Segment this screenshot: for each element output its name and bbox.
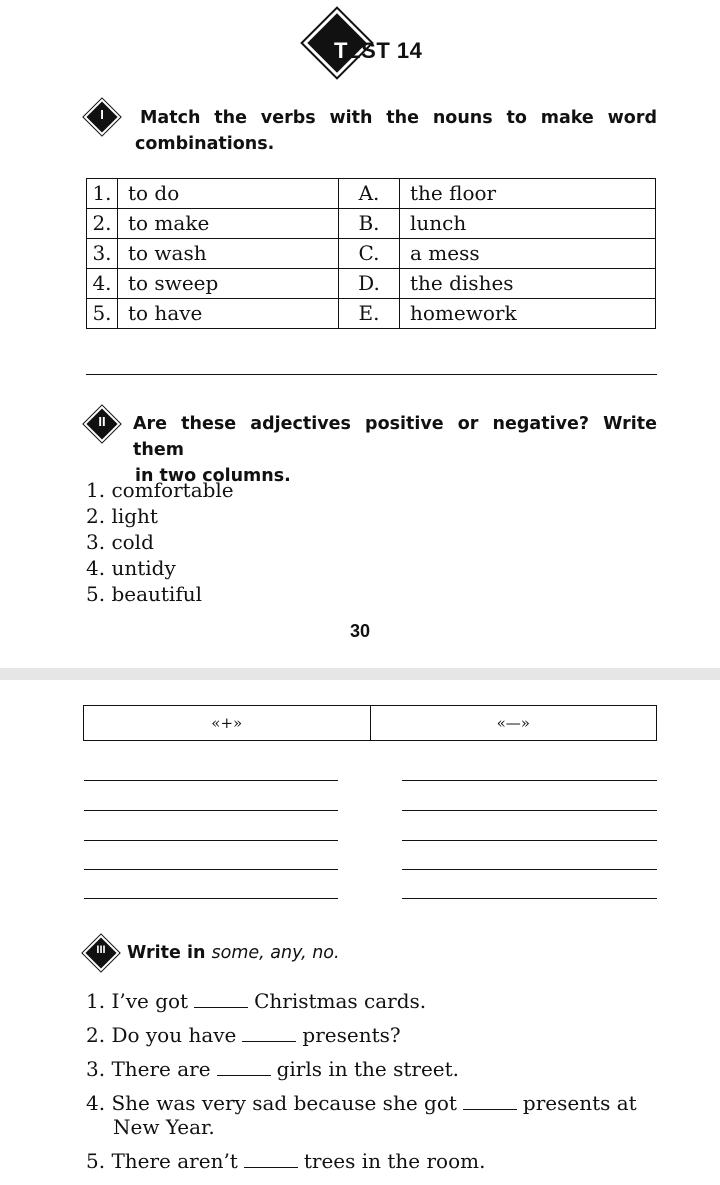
adjective-columns-table [83,705,657,741]
list-item: 5. beautiful [86,582,202,606]
table-row: 1. to do A. the floor [87,179,656,209]
answer-line[interactable] [84,810,338,811]
test-title-badge [306,14,446,78]
answer-line[interactable] [402,840,657,841]
test-title: T EST 14 [334,38,423,63]
answer-line[interactable] [402,780,657,781]
list-item: 2. Do you have presents? [86,1023,401,1047]
negative-column-header: «—» [370,706,657,741]
blank-field[interactable] [463,1093,517,1110]
table-row: 2. to make B. lunch [87,209,656,239]
answer-line[interactable] [86,374,657,375]
answer-line[interactable] [402,869,657,870]
section-3-instruction: Write in some, any, no. [127,943,340,963]
page-number: 30 [349,621,371,641]
section-2-badge: II [85,407,119,441]
answer-line[interactable] [84,898,338,899]
blank-field[interactable] [194,991,248,1008]
answer-line[interactable] [402,898,657,899]
list-item: 2. light [86,504,158,528]
list-item: 4. untidy [86,556,176,580]
answer-line[interactable] [84,780,338,781]
section-1-badge: I [85,100,119,134]
section-1-instruction: Match the verbs with the nouns to make word combinations. [135,108,657,154]
table-row: 5. to have E. homework [87,299,656,329]
matching-table [86,178,656,329]
adjective-list [86,477,234,607]
answer-line[interactable] [84,869,338,870]
positive-column-header: «+» [84,706,371,741]
answer-line[interactable] [84,840,338,841]
section-3-badge: III [84,936,118,970]
table-row: 3. to wash C. a mess [87,239,656,269]
worksheet-page-bottom [0,680,720,1185]
page-separator [0,668,720,680]
list-item: 3. cold [86,530,154,554]
blank-field[interactable] [217,1059,271,1076]
blank-field[interactable] [244,1151,298,1168]
list-item: 5. There aren’t trees in the room. [86,1149,486,1173]
list-item: 1. comfortable [86,478,234,502]
list-item: 1. I’ve got Christmas cards. [86,989,427,1013]
list-item: 3. There are girls in the street. [86,1057,460,1081]
table-row [84,706,657,741]
blank-field[interactable] [242,1025,296,1042]
list-item: 4. She was very sad because she got presents at New Year. [86,1091,637,1139]
section-2-instruction: Are these adjectives positive or negative? Write them in two columns. [133,414,657,486]
answer-line[interactable] [402,810,657,811]
table-row: 4. to sweep D. the dishes [87,269,656,299]
